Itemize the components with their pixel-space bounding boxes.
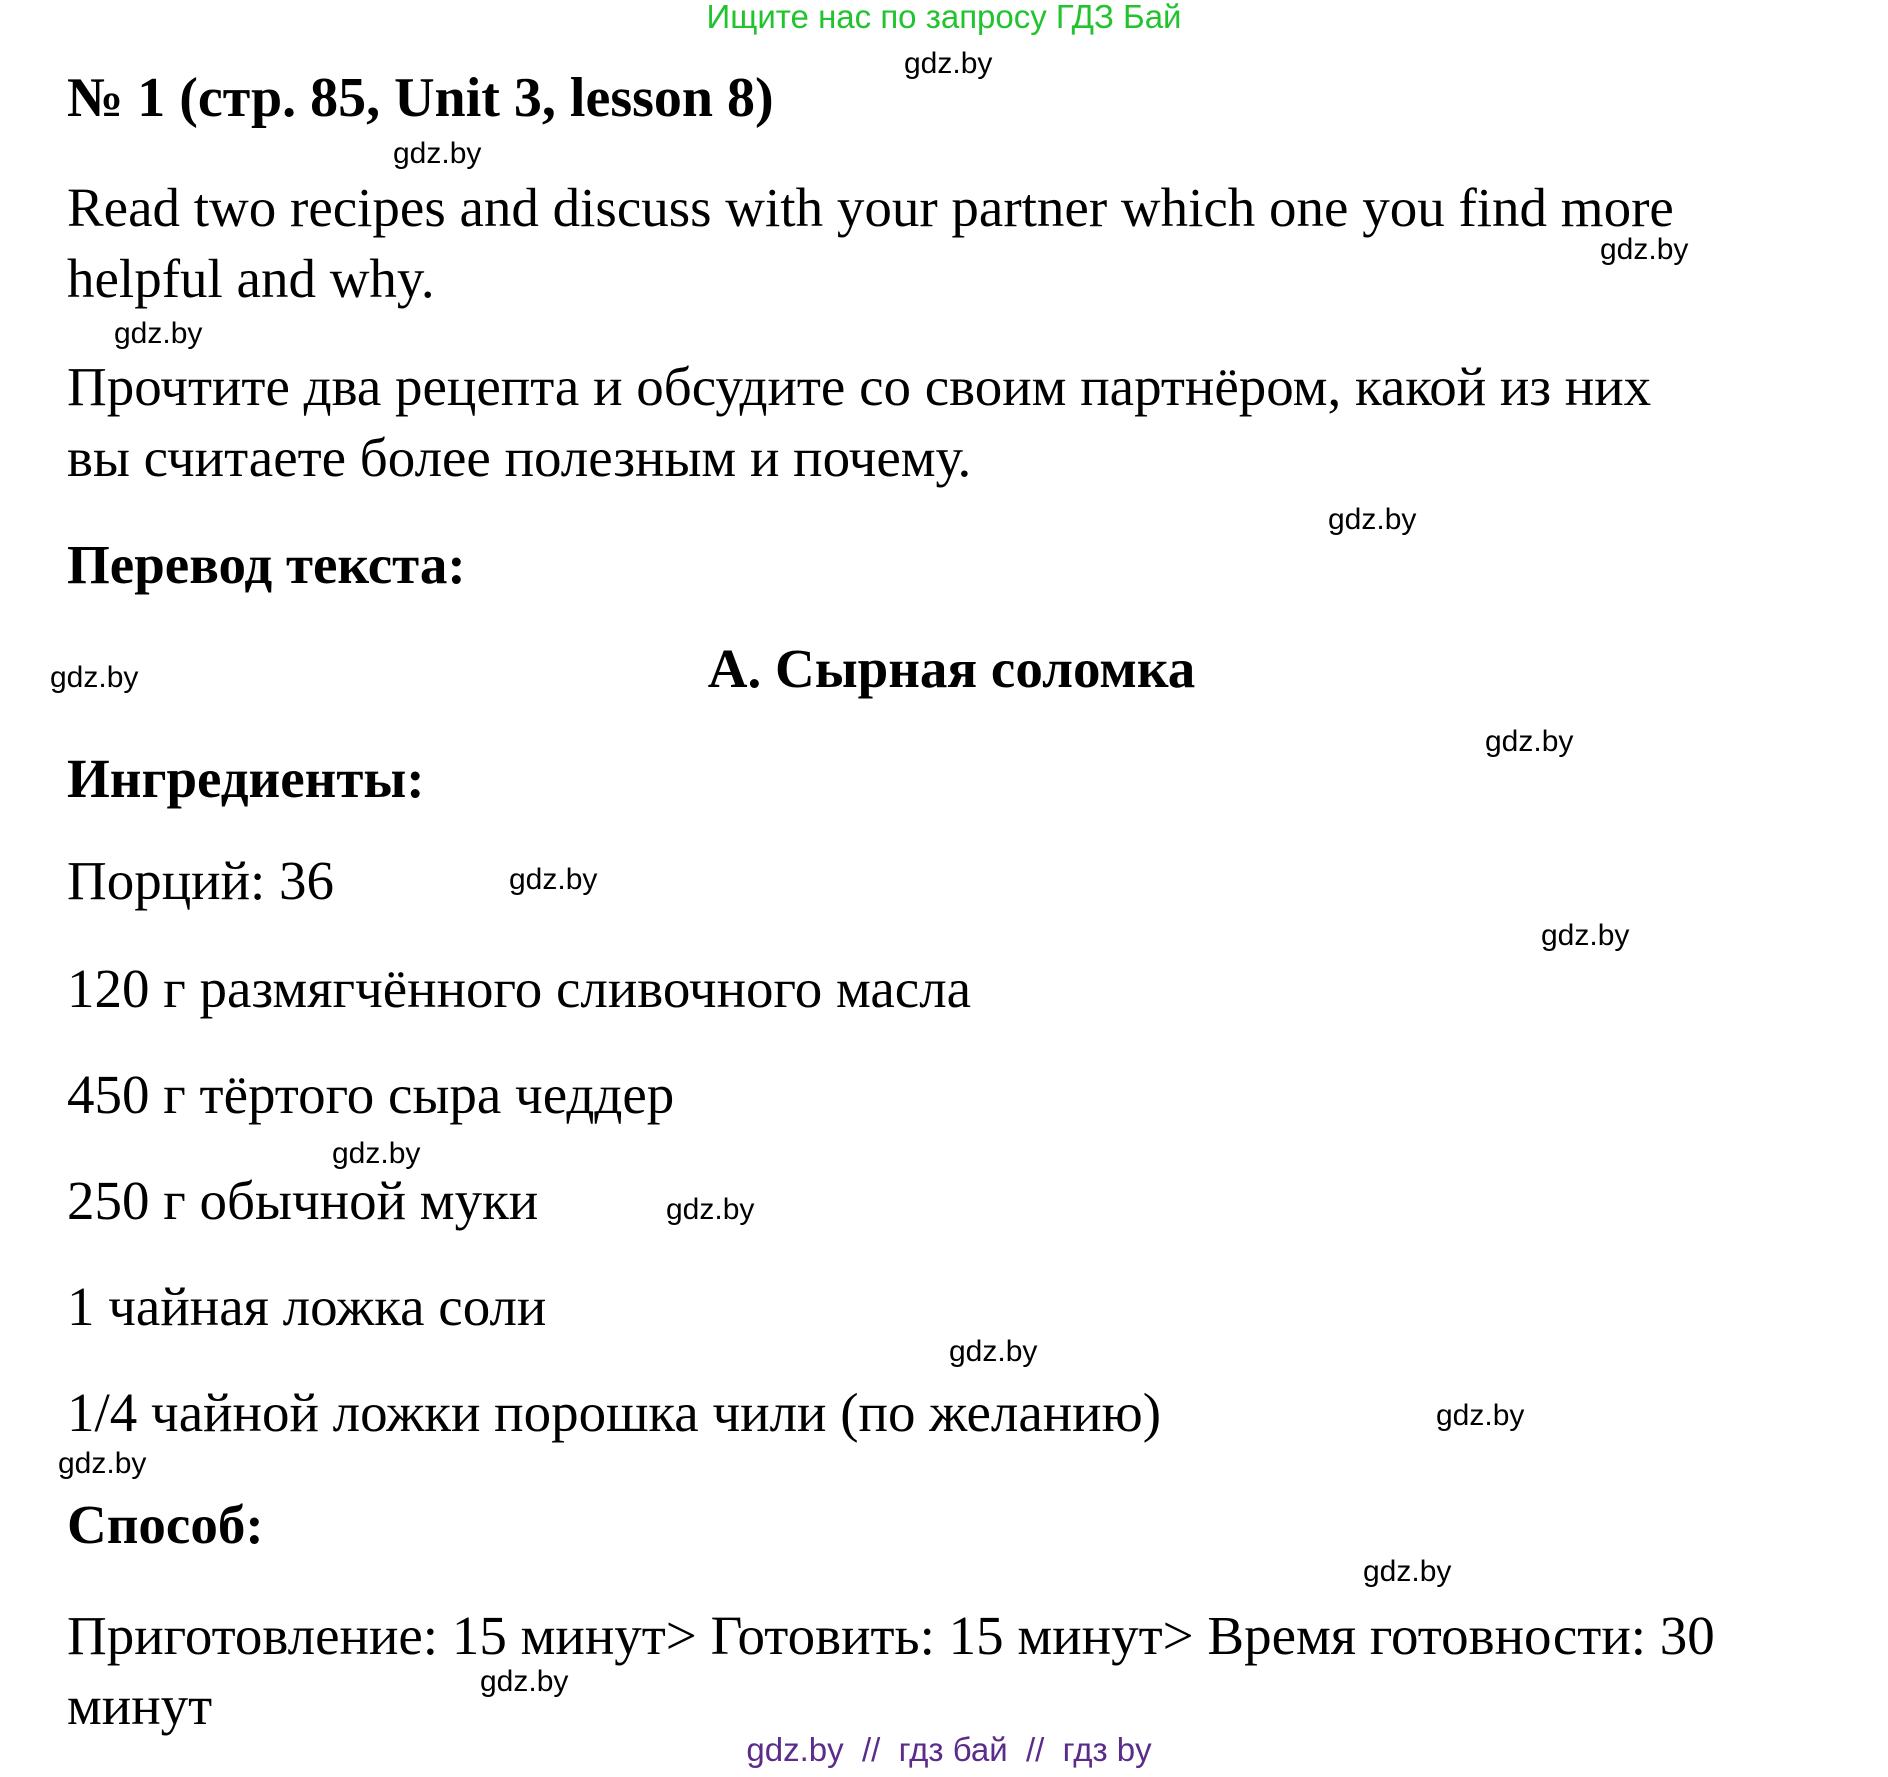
watermark: gdz.by bbox=[509, 863, 598, 896]
watermark: gdz.by bbox=[904, 47, 993, 80]
watermark: gdz.by bbox=[480, 1665, 569, 1698]
ingredient-item: 1 чайная ложка соли bbox=[67, 1276, 547, 1337]
instruction-en-line-2: helpful and why. bbox=[67, 248, 435, 309]
instruction-ru-line-1: Прочтите два рецепта и обсудите со своим партнёром, какой из них bbox=[67, 356, 1652, 417]
watermark: gdz.by bbox=[1600, 233, 1689, 266]
servings: Порций: 36 bbox=[67, 850, 335, 911]
translation-heading: Перевод текста: bbox=[67, 534, 466, 595]
timing-line-2: минут bbox=[67, 1675, 213, 1736]
ingredient-item: 120 г размягчённого сливочного масла bbox=[67, 958, 972, 1019]
watermark: gdz.by bbox=[1328, 503, 1417, 536]
method-heading: Способ: bbox=[67, 1494, 264, 1555]
watermark: gdz.by bbox=[1485, 725, 1574, 758]
watermark: gdz.by bbox=[1436, 1399, 1525, 1432]
watermark: gdz.by bbox=[393, 137, 482, 170]
footer: gdz.by // гдз бай // гдз by bbox=[746, 1731, 1152, 1768]
ingredients-heading: Ингредиенты: bbox=[67, 748, 425, 809]
watermark: gdz.by bbox=[50, 661, 139, 694]
top-banner: Ищите нас по запросу ГДЗ Бай bbox=[706, 0, 1182, 35]
watermark: gdz.by bbox=[1541, 919, 1630, 952]
ingredient-item: 250 г обычной муки bbox=[67, 1170, 539, 1231]
recipe-title: A. Сырная соломка bbox=[707, 638, 1196, 699]
watermark: gdz.by bbox=[332, 1137, 421, 1170]
instruction-en-line-1: Read two recipes and discuss with your partner which one you find more bbox=[67, 177, 1674, 238]
ingredient-item: 450 г тёртого сыра чеддер bbox=[67, 1064, 675, 1125]
watermark: gdz.by bbox=[1363, 1555, 1452, 1588]
instruction-ru-line-2: вы считаете более полезным и почему. bbox=[67, 427, 972, 488]
ingredient-item: 1/4 чайной ложки порошка чили (по желанию) bbox=[67, 1382, 1162, 1443]
timing-line-1: Приготовление: 15 минут> Готовить: 15 минут> Время готовности: 30 bbox=[67, 1605, 1715, 1666]
watermark: gdz.by bbox=[949, 1335, 1038, 1368]
watermark: gdz.by bbox=[58, 1447, 147, 1480]
task-title: № 1 (стр. 85, Unit 3, lesson 8) bbox=[67, 67, 774, 129]
watermark: gdz.by bbox=[114, 317, 203, 350]
watermark: gdz.by bbox=[666, 1193, 755, 1226]
